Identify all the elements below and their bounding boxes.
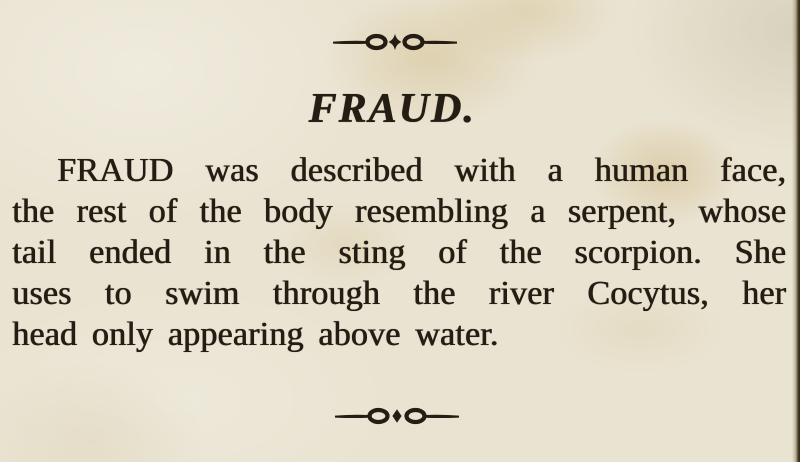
paragraph bbox=[12, 150, 786, 355]
paragraph-line-2: the rest of the body resembling a serpent, whose bbox=[12, 193, 786, 230]
ornament-divider-bottom-icon bbox=[334, 407, 460, 425]
paragraph-line-1: FRAUD was described with a human face, bbox=[57, 152, 786, 189]
paragraph-line-4: uses to swim through the river Cocytus, her bbox=[12, 275, 786, 312]
section-title: FRAUD. bbox=[308, 86, 476, 132]
paragraph-line-3: tail ended in the sting of the scorpion. She bbox=[12, 234, 786, 271]
page-edge-shadow bbox=[792, 0, 800, 462]
ornament-divider-top-icon bbox=[332, 33, 458, 51]
paragraph-line-5: head only appearing above water. bbox=[12, 316, 499, 353]
